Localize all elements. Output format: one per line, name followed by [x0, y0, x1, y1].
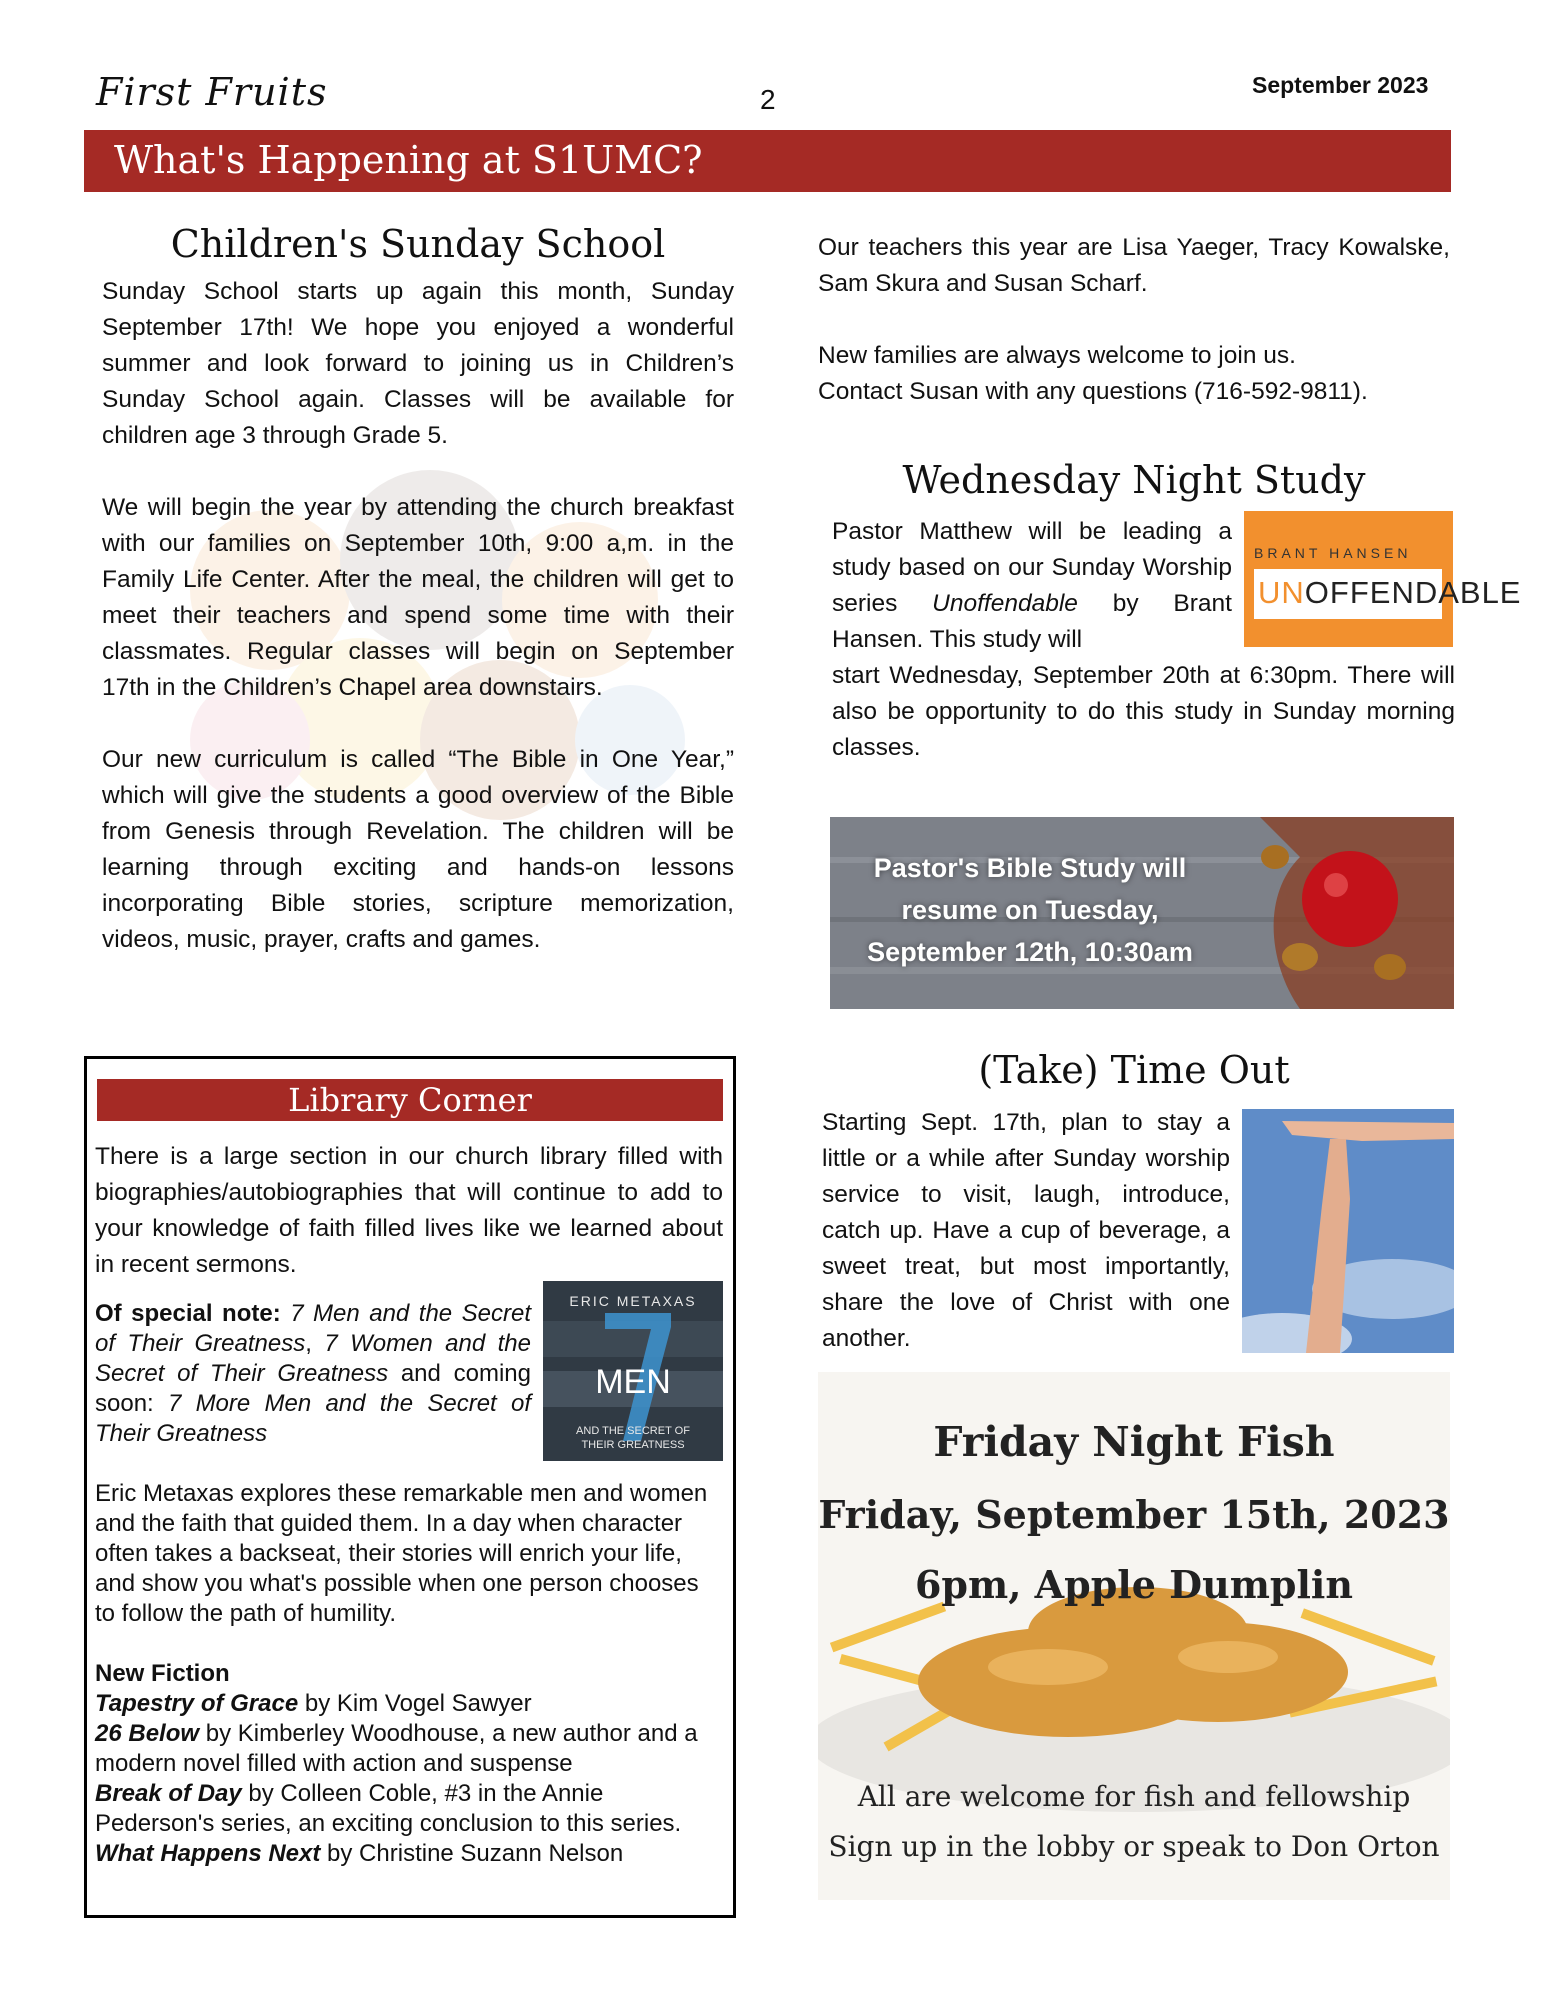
fiction-detail: by Christine Suzann Nelson [320, 1840, 624, 1867]
friday-night-fish-poster [818, 1372, 1450, 1900]
time-out-heading: (Take) Time Out [978, 1048, 1290, 1092]
new-families-text [818, 338, 1450, 410]
list-item [95, 1719, 723, 1779]
unoffendable-author: BRANT HANSEN [1254, 545, 1412, 561]
book-title: 7 Women and the Secret of Their Greatness [95, 1330, 531, 1387]
fiction-detail: by Kimberley Woodhouse, a new author and a modern novel filled with action and suspense [95, 1720, 698, 1777]
issue-date: September 2023 [1252, 72, 1429, 98]
page-number: 2 [760, 84, 776, 115]
unoffendable-un: UN [1258, 575, 1305, 610]
series-title: Unoffendable [932, 590, 1078, 617]
bible-study-image [830, 817, 1454, 1009]
fish-title: Friday Night Fish [933, 1418, 1335, 1466]
families-line: New families are always welcome to join us. [818, 342, 1296, 369]
wednesday-text-b: by Brant Hansen. This study will [832, 590, 1232, 653]
list-item [95, 1839, 723, 1869]
teachers-text: Our teachers this year are Lisa Yaeger, Tracy Kowalske, Sam Skura and Susan Scharf. [818, 234, 1450, 297]
fish-signup: Sign up in the lobby or speak to Don Orton [828, 1830, 1440, 1863]
time-out-text: Starting Sept. 17th, plan to stay a little or a while after Sunday worship service to visit, laugh, introduce, catch up. Have a cup of beverage, a sweet treat, but most importantly, share the love of Christ with one another. [822, 1109, 1230, 1352]
book-cover-subtitle-1: AND THE SECRET OF [576, 1425, 690, 1437]
fiction-title: 26 Below [95, 1720, 200, 1747]
new-fiction-heading: New Fiction [95, 1660, 230, 1687]
childrens-sunday-school-body [102, 274, 734, 994]
separator: , [305, 1330, 325, 1357]
special-note-label: Of special note: [95, 1300, 281, 1327]
bible-study-line: resume on Tuesday, [901, 895, 1159, 925]
fish-date: Friday, September 15th, 2023 [818, 1492, 1450, 1537]
list-item [95, 1779, 723, 1839]
new-fiction-list [95, 1659, 723, 1869]
book-cover-subtitle-2: THEIR GREATNESS [581, 1439, 685, 1451]
section-banner-title: What's Happening at S1UMC? [114, 138, 703, 182]
library-description: Eric Metaxas explores these remarkable men and women and the faith that guided them. In a day when character often takes a backseat, their stories will enrich your life, and show you what's possible when one person chooses to follow the path of humility. [95, 1480, 708, 1627]
book-cover-author: ERIC METAXAS [569, 1293, 697, 1309]
newsletter-title: First Fruits [96, 70, 328, 114]
bible-study-line: Pastor's Bible Study will [873, 853, 1187, 883]
book-cover-word: MEN [595, 1363, 671, 1401]
fiction-detail: by Kim Vogel Sawyer [298, 1690, 532, 1717]
fiction-detail: by Colleen Coble, #3 in the Annie Pederson's series, an exciting conclusion to this series. [95, 1780, 682, 1837]
separator: and coming soon: [95, 1360, 531, 1417]
fish-welcome: All are welcome for fish and fellowship [857, 1780, 1411, 1813]
special-note [95, 1299, 531, 1449]
fiction-title: What Happens Next [95, 1840, 321, 1867]
fish-time-place: 6pm, Apple Dumplin [914, 1562, 1353, 1607]
childrens-sunday-school-heading: Children's Sunday School [170, 222, 666, 266]
wednesday-study-text [832, 514, 1232, 658]
book-title: 7 More Men and the Secret of Their Greatness [95, 1390, 531, 1447]
paragraph: Sunday School starts up again this month, Sunday September 17th! We hope you enjoyed a wonderful summer and look forward to joining us in Children’s Sunday School again. Classes will be available for children age 3 through Grade 5. [102, 278, 734, 449]
wednesday-text-a: Pastor Matthew will be leading a study based on our Sunday Worship series [832, 518, 1232, 617]
library-corner-heading: Library Corner [97, 1079, 723, 1121]
wednesday-study-text-continued: start Wednesday, September 20th at 6:30pm. There will also be opportunity to do this study in Sunday morning classes. [832, 662, 1455, 761]
library-intro: There is a large section in our church library filled with biographies/autobiographies that will continue to add to your knowledge of faith filled lives like we learned about in recent sermons. [95, 1143, 723, 1278]
paragraph: We will begin the year by attending the church breakfast with our families on September 10th, 9:00 a,m. in the Family Life Center. After the meal, the children will get to meet their teachers and spend some time with their classmates. Regular classes will begin on September 17th in the Children’s Chapel area downstairs. [102, 494, 734, 701]
section-banner [84, 130, 1451, 192]
fiction-title: Tapestry of Grace [95, 1690, 299, 1717]
time-out-hands-photo [1242, 1109, 1454, 1353]
book-title: 7 Men and the Secret of Their Greatness [95, 1300, 531, 1357]
seven-men-book-cover [543, 1281, 723, 1461]
bible-study-line: September 12th, 10:30am [867, 937, 1193, 967]
bible-study-announcement [830, 847, 1230, 973]
library-corner-box [84, 1056, 736, 1918]
wednesday-study-heading: Wednesday Night Study [902, 458, 1366, 502]
paragraph: Our new curriculum is called “The Bible in One Year,” which will give the students a good overview of the Bible from Genesis through Revelation. The children will be learning through exciting and hands-on lessons incorporating Bible stories, scripture memorization, videos, music, prayer, crafts and games. [102, 746, 734, 953]
list-item [95, 1689, 723, 1719]
families-contact-line: Contact Susan with any questions (716-592-9811). [818, 378, 1368, 405]
unoffendable-rest: OFFENDABLE [1304, 575, 1522, 610]
unoffendable-book-cover [1244, 511, 1522, 647]
fiction-title: Break of Day [95, 1780, 242, 1807]
book-cover-number [543, 1309, 723, 1311]
